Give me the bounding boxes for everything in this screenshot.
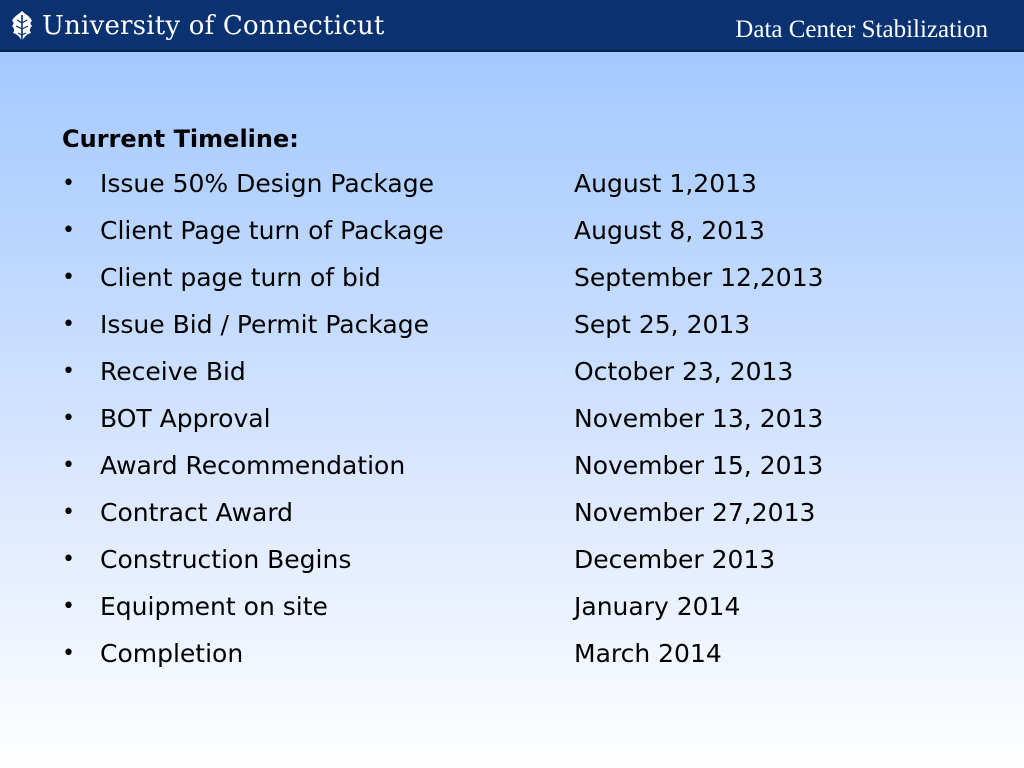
timeline-item	[62, 348, 982, 395]
bullet-icon: •	[62, 311, 75, 337]
slide-header-title: Data Center Stabilization	[735, 16, 988, 43]
header-bar	[0, 0, 1024, 52]
timeline-date: August 8, 2013	[574, 216, 765, 245]
timeline-date: November 15, 2013	[574, 451, 824, 480]
timeline-item	[62, 536, 982, 583]
bullet-icon: •	[62, 499, 75, 525]
timeline-task: Completion	[100, 639, 244, 668]
bullet-icon: •	[62, 405, 75, 431]
timeline-item	[62, 301, 982, 348]
timeline-date: September 12,2013	[574, 263, 824, 292]
timeline-item	[62, 207, 982, 254]
university-name: University of Connecticut	[42, 11, 385, 41]
timeline-task: Equipment on site	[100, 592, 328, 621]
bullet-icon: •	[62, 358, 75, 384]
timeline-task: Construction Begins	[100, 545, 352, 574]
bullet-icon: •	[62, 640, 75, 666]
timeline-date: November 27,2013	[574, 498, 816, 527]
slide-content	[62, 118, 982, 677]
bullet-icon: •	[62, 452, 75, 478]
timeline-date: March 2014	[574, 639, 722, 668]
bullet-icon: •	[62, 546, 75, 572]
timeline-task: Receive Bid	[100, 357, 246, 386]
bullet-icon: •	[62, 593, 75, 619]
timeline-item	[62, 395, 982, 442]
timeline-task: Issue 50% Design Package	[100, 169, 434, 198]
timeline-task: Client page turn of bid	[100, 263, 381, 292]
timeline-task: Issue Bid / Permit Package	[100, 310, 429, 339]
timeline-task: Client Page turn of Package	[100, 216, 444, 245]
timeline-list	[62, 160, 982, 677]
timeline-date: January 2014	[574, 592, 741, 621]
timeline-item	[62, 583, 982, 630]
university-brand	[8, 7, 385, 47]
timeline-date: August 1,2013	[574, 169, 757, 198]
timeline-date: November 13, 2013	[574, 404, 824, 433]
timeline-task: BOT Approval	[100, 404, 271, 433]
bullet-icon: •	[62, 264, 75, 290]
timeline-item	[62, 489, 982, 536]
timeline-item	[62, 442, 982, 489]
timeline-item	[62, 160, 982, 207]
bullet-icon: •	[62, 217, 75, 243]
timeline-date: October 23, 2013	[574, 357, 794, 386]
timeline-task: Contract Award	[100, 498, 294, 527]
timeline-task: Award Recommendation	[100, 451, 406, 480]
timeline-item	[62, 254, 982, 301]
bullet-icon: •	[62, 170, 75, 196]
timeline-date: Sept 25, 2013	[574, 310, 751, 339]
timeline-date: December 2013	[574, 545, 776, 574]
oak-leaf-seal-icon	[8, 9, 36, 45]
timeline-item	[62, 630, 982, 677]
section-title: Current Timeline:	[62, 125, 299, 153]
